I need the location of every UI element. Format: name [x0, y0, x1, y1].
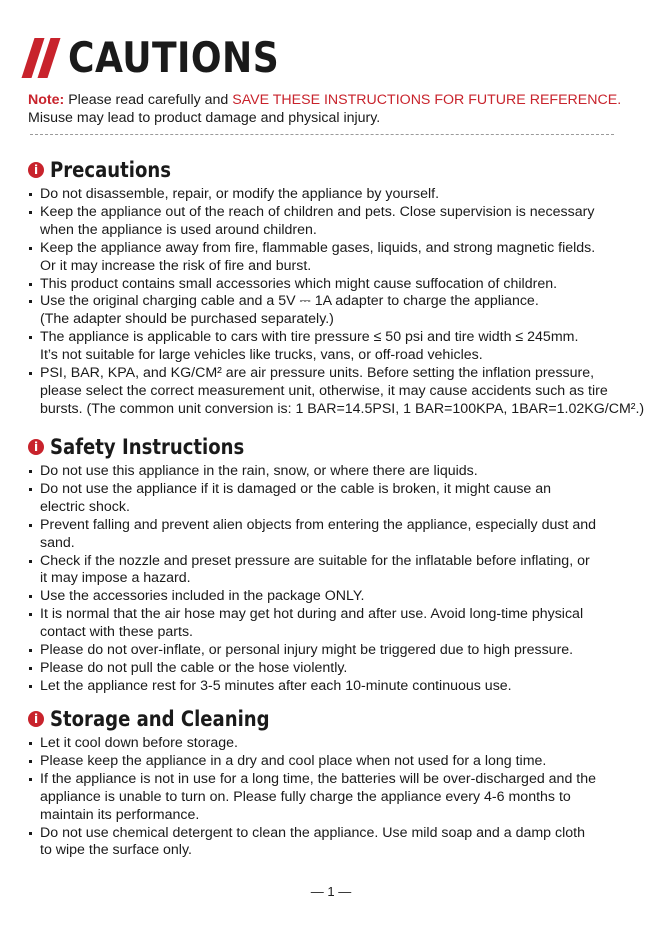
list-item: This product contains small accessories which might cause suffocation of children.	[28, 276, 648, 294]
list-item: If the appliance is not in use for a long time, the batteries will be over-discharged and the appliance is unable to turn on. Please fully charge the appliance every 4-6 months to maintain its performance.	[28, 771, 648, 825]
storage-list	[28, 735, 648, 860]
list-item: Use the original charging cable and a 5V ⎓ 1A adapter to charge the appliance. (The adapter should be purchased separately.)	[28, 293, 648, 329]
list-item: The appliance is applicable to cars with tire pressure ≤ 50 psi and tire width ≤ 245mm. It’s not suitable for large vehicles like trucks, vans, or off-road vehicles.	[28, 329, 648, 365]
note-block	[28, 91, 638, 127]
list-item: PSI, BAR, KPA, and KG/CM² are air pressure units. Before setting the inflation pressure, please select the correct measurement unit, otherwise, it may cause accidents such as tire bursts. (The common unit conversion is: 1 BAR=14.5PSI, 1 BAR=100KPA, 1BAR=1.02KG/CM².)	[28, 365, 648, 419]
section-precautions	[28, 157, 648, 419]
list-item: Do not use this appliance in the rain, snow, or where there are liquids.	[28, 463, 648, 481]
section-title: Safety Instructions	[50, 435, 245, 459]
note-highlight: SAVE THESE INSTRUCTIONS FOR FUTURE REFERENCE.	[232, 92, 622, 108]
list-item: Keep the appliance away from fire, flammable gases, liquids, and strong magnetic fields. Or it may increase the risk of fire and burst.	[28, 240, 648, 276]
note-text: Please read carefully and	[64, 92, 233, 108]
note-label: Note:	[28, 92, 65, 108]
page-title: CAUTIONS	[68, 33, 280, 82]
section-storage	[28, 706, 648, 860]
dashed-divider	[30, 134, 614, 135]
list-item: Please keep the appliance in a dry and cool place when not used for a long time.	[28, 753, 648, 771]
slash-mark-icon	[28, 38, 60, 78]
section-title: Storage and Cleaning	[50, 707, 270, 731]
list-item: Keep the appliance out of the reach of children and pets. Close supervision is necessary when the appliance is used around children.	[28, 204, 648, 240]
page-number: — 1 —	[310, 884, 352, 899]
precautions-list	[28, 186, 648, 419]
list-item: Please do not pull the cable or the hose violently.	[28, 660, 648, 678]
list-item: Do not use chemical detergent to clean the appliance. Use mild soap and a damp cloth to wipe the surface only.	[28, 825, 648, 861]
list-item: Use the accessories included in the package ONLY.	[28, 588, 648, 606]
list-item: It is normal that the air hose may get hot during and after use. Avoid long-time physical contact with these parts.	[28, 606, 648, 642]
note-line2: Misuse may lead to product damage and physical injury.	[28, 110, 381, 126]
list-item: Let the appliance rest for 3-5 minutes after each 10-minute continuous use.	[28, 678, 648, 696]
section-safety	[28, 434, 648, 696]
list-item: Let it cool down before storage.	[28, 735, 648, 753]
section-title: Precautions	[50, 158, 171, 182]
info-icon: i	[28, 162, 44, 178]
list-item: Do not use the appliance if it is damaged or the cable is broken, it might cause an electric shock.	[28, 481, 648, 517]
info-icon: i	[28, 711, 44, 727]
safety-list	[28, 463, 648, 696]
info-icon: i	[28, 439, 44, 455]
list-item: Check if the nozzle and preset pressure are suitable for the inflatable before inflating, or it may impose a hazard.	[28, 553, 648, 589]
list-item: Prevent falling and prevent alien objects from entering the appliance, especially dust and sand.	[28, 517, 648, 553]
page-header	[28, 34, 314, 82]
list-item: Please do not over-inflate, or personal injury might be triggered due to high pressure.	[28, 642, 648, 660]
list-item: Do not disassemble, repair, or modify the appliance by yourself.	[28, 186, 648, 204]
